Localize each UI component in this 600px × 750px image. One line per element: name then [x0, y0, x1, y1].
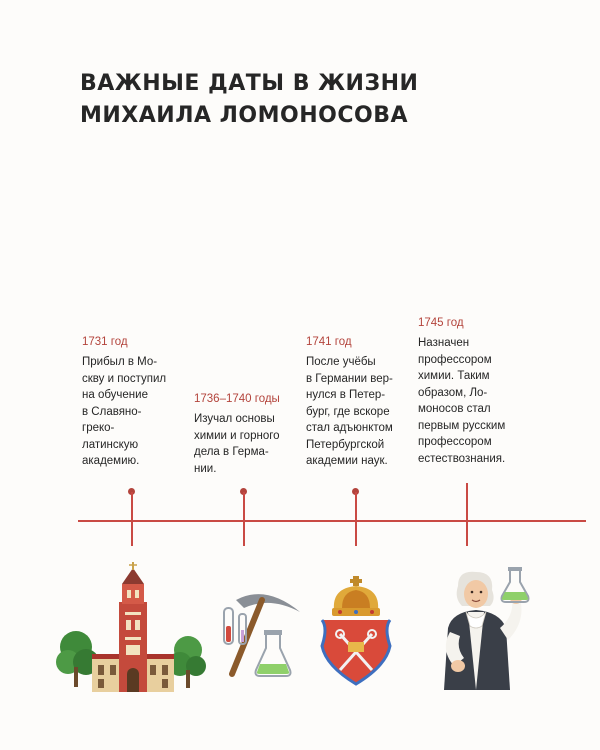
timeline-stem-1741: [355, 492, 357, 546]
lomonosov-portrait-icon: [436, 566, 540, 692]
timeline-axis: [78, 520, 586, 522]
desc-line: дела в Герма-: [194, 446, 269, 458]
pickaxe-and-flasks-icon: [218, 586, 308, 686]
page-title: [80, 68, 418, 132]
event-year: 1736–1740 годы: [194, 393, 280, 405]
desc-line: на обучение: [82, 389, 148, 401]
desc-line: профессором: [418, 353, 492, 366]
desc-line: скву и поступил: [82, 372, 167, 385]
desc-line: греко-: [82, 422, 115, 434]
academy-building-icon: [56, 562, 206, 702]
timeline-stem-1731: [131, 492, 133, 546]
event-description: [306, 354, 422, 470]
timeline-stem-1736: [243, 492, 245, 546]
event-1731: [82, 335, 198, 470]
desc-line: нии.: [194, 462, 217, 475]
desc-line: моносов стал: [418, 403, 491, 415]
desc-line: Изучал основы: [194, 413, 275, 425]
desc-line: первым русским: [418, 419, 506, 432]
event-year: 1745 год: [418, 317, 464, 329]
timeline-stem-1745: [466, 483, 468, 546]
desc-line: Назначен: [418, 337, 470, 349]
desc-line: химии и горного: [194, 429, 280, 442]
event-description: [82, 354, 198, 470]
desc-line: После учёбы: [306, 356, 376, 368]
event-1736-1740: [194, 392, 310, 477]
desc-line: академию.: [82, 455, 140, 467]
desc-line: химии. Таким: [418, 370, 490, 382]
desc-line: в Славяно-: [82, 405, 142, 418]
desc-line: Петербургской: [306, 438, 385, 451]
petersburg-coat-of-arms-icon: [318, 576, 394, 688]
event-1745: [418, 316, 534, 467]
event-1741: [306, 335, 422, 470]
desc-line: академии наук.: [306, 455, 388, 467]
desc-line: образом, Ло-: [418, 386, 488, 399]
event-description: [194, 411, 310, 477]
event-year: 1731 год: [82, 336, 128, 348]
desc-line: стал адъюнктом: [306, 422, 393, 434]
desc-line: бург, где вскоре: [306, 405, 390, 418]
title-line-2: МИХАИЛА ЛОМОНОСОВА: [80, 103, 408, 128]
title-line-1: ВАЖНЫЕ ДАТЫ В ЖИЗНИ: [80, 71, 419, 96]
desc-line: Прибыл в Мо-: [82, 356, 158, 368]
event-year: 1741 год: [306, 336, 352, 348]
desc-line: нулся в Петер-: [306, 389, 386, 401]
desc-line: профессором: [418, 436, 492, 448]
desc-line: в Германии вер-: [306, 372, 393, 385]
event-description: [418, 335, 534, 467]
desc-line: латинскую: [82, 438, 139, 451]
desc-line: естествознания.: [418, 452, 506, 465]
